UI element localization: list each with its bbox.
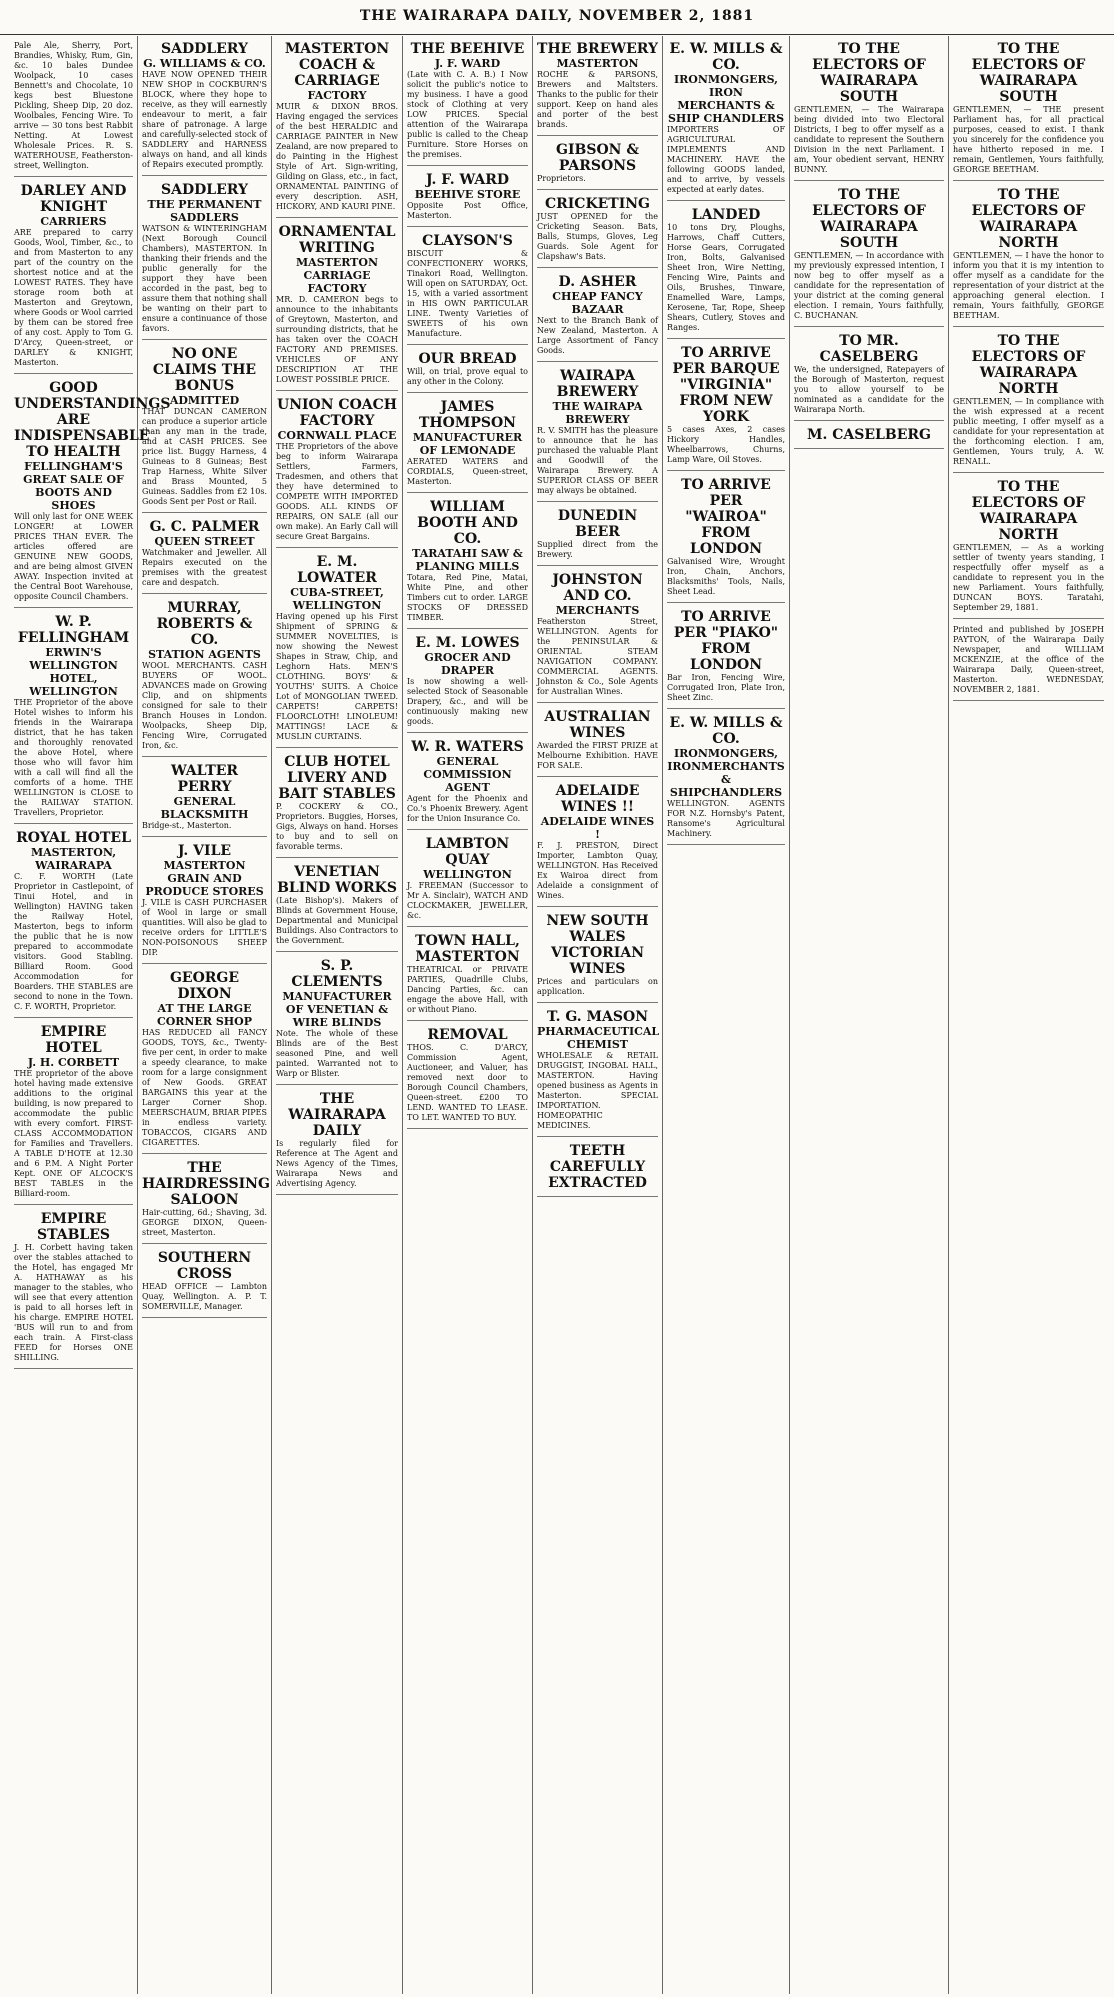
- advertisement: [276, 38, 398, 218]
- ad-body: Having opened up his First Shipment of SPRING & SUMMER NOVELTIES, is now showing the Newest Shapes in Straw, Chip, and Leghorn Hats. MEN'S CLOTHING. BOYS' & YOUTHS' SUITS. A Choice Lot of MONGOLIAN TWEED. CARPETS! CARPETS! FLOORCLOTH! LINOLEUM! MATTINGS! LACE & MUSLIN CURTAINS.: [276, 612, 398, 741]
- ad-subheading: TARATAHI SAW & PLANING MILLS: [412, 547, 523, 573]
- advertisement: [14, 377, 171, 608]
- ad-body: WHOLESALE & RETAIL DRUGGIST, INGOBAL HALL, MASTERTON. Having opened business as Agents in Masterton. SPECIAL IMPORTATION. HOMEOPATHIC MEDICINES.: [537, 1051, 658, 1130]
- advertisement: [537, 1006, 658, 1137]
- advertisement: [276, 551, 398, 748]
- advertisement: [142, 516, 267, 594]
- ad-body: THEATRICAL or PRIVATE PARTIES, Quadrille Clubs, Dancing Parties, &c. can engage the above Hall, with or without Piano.: [407, 965, 528, 1014]
- ad-heading: TO THE ELECTORS OF WAIRARAPA NORTH: [971, 187, 1086, 251]
- ad-heading: EMPIRE STABLES: [36, 1211, 111, 1243]
- ad-body: Opposite Post Office, Masterton.: [407, 201, 528, 220]
- ad-body: R. V. SMITH has the pleasure to announce that he has purchased the valuable Plant and Goodwill of the Wairarapa Brewery. A SUPERIOR CLASS OF BEER may always be obtained.: [537, 426, 658, 495]
- ad-subheading: J. H. CORBETT: [27, 1056, 120, 1069]
- ad-body: BISCUIT & CONFECTIONERY WORKS, Tinakori Road, Wellington. Will open on SATURDAY, Oct. 15, with a varied assortment in HIS OWN PARTICULAR LINE. Twenty Varieties of SWEETS of his own Manufacture.: [407, 249, 528, 338]
- ad-subheading: MASTERTON CARRIAGE FACTORY: [296, 256, 378, 295]
- ad-body: Pale Ale, Sherry, Port, Brandies, Whisky, Rum, Gin, &c. 10 bales Dundee Woolpack, 10 cases Bennett's and Chocolate, 10 kegs best Bluestone Pickling, Sheep Dip, 20 doz. Woolbales, Fencing Wire. To arrive — 30 tons best Rabbit Netting. At Lowest Wholesale Prices. R. S. WATERHOUSE, Featherston-street, Wellington.: [14, 41, 133, 170]
- advertisement: [537, 569, 658, 703]
- ad-heading: MURRAY, ROBERTS & CO.: [156, 600, 253, 648]
- ad-heading: VENETIAN BLIND WORKS: [277, 864, 397, 896]
- advertisement: [537, 139, 658, 190]
- advertisement: [14, 827, 133, 1018]
- ad-subheading: STATION AGENTS: [148, 648, 261, 661]
- ad-heading: TO THE ELECTORS OF WAIRARAPA SOUTH: [971, 41, 1086, 105]
- ad-body: ROCHE & PARSONS, Brewers and Maltsters. Thanks to the public for their support. Keep on hand ales and porter of the best brands.: [537, 70, 658, 129]
- ad-body: HAVE NOW OPENED THEIR NEW SHOP in COCKBURN'S BLOCK, where they hope to receive, as they will earnestly endeavour to merit, a fair share of patronage. A large and carefully-selected stock of SADDLERY and HARNESS always on hand, and all kinds of Repairs executed promptly.: [142, 70, 267, 169]
- advertisement: [407, 736, 528, 830]
- ad-body: Is regularly filed for Reference at The Agent and News Agency of the Times, Wairarapa News and Advertising Agency.: [276, 1139, 398, 1188]
- ad-body: Supplied direct from the Brewery.: [537, 540, 658, 559]
- ad-subheading: MERCHANTS: [555, 604, 640, 617]
- advertisement: [407, 632, 528, 733]
- ad-body: Hair-cutting, 6d.; Shaving, 3d. GEORGE DIXON, Queen-street, Masterton.: [142, 1208, 267, 1237]
- advertisement: [667, 474, 785, 603]
- ad-body: C. F. WORTH (Late Proprietor in Castlepoint, of Tinui Hotel, and in Wellington) HAVING taken the Railway Hotel, Masterton, begs to inform the public that he is now prepared to accommodate visitors. Good Stabling. Billiard Room. Good Accommodation for Boarders. THE STABLES are second to none in the Town. C. F. WORTH, Proprietor.: [14, 872, 133, 1011]
- ad-subheading: CUBA-STREET, WELLINGTON: [290, 586, 384, 612]
- advertisement: [667, 606, 785, 709]
- ad-heading: W. R. WATERS: [411, 739, 524, 755]
- advertisement: [953, 184, 1104, 327]
- ad-heading: CLAYSON'S: [422, 233, 513, 249]
- ad-body: ARE prepared to carry Goods, Wool, Timber, &c., to and from Masterton to any part of the country on the shortest notice and at the LOWEST RATES. They have storage room both at Masterton and Greytown, where Goods or Wool carried by them can be stored free of any cost. Apply to Tom G. D'Arcy, Queen-street, or DARLEY & KNIGHT, Masterton.: [14, 228, 133, 367]
- ad-body: Printed and published by JOSEPH PAYTON, of the Wairarapa Daily Newspaper, and WILLIAM MCKENZIE, at the office of the Wairarapa Daily, Queen-street, Masterton. WEDNESDAY, NOVEMBER 2, 1881.: [953, 625, 1104, 694]
- ad-body: GENTLEMEN, — In accordance with my previously expressed intention, I now beg to offer myself as a candidate for the representation of your district at the coming general election. I remain, Yours faithfully, C. BUCHANAN.: [794, 251, 944, 320]
- ad-heading: NO ONE CLAIMS THE BONUS: [152, 346, 257, 394]
- newspaper-column: [949, 36, 1108, 1994]
- ad-subheading: MASTERTON, WAIRARAPA: [30, 846, 117, 872]
- column-grid: [10, 36, 1108, 1994]
- ad-heading: GIBSON & PARSONS: [556, 142, 639, 174]
- advertisement: [537, 1140, 658, 1197]
- ad-heading: TO ARRIVE PER "WAIROA" FROM LONDON: [681, 477, 771, 557]
- ad-heading: TO THE ELECTORS OF WAIRARAPA SOUTH: [812, 41, 926, 105]
- advertisement: [407, 1024, 528, 1129]
- ad-heading: W. P. FELLINGHAM: [17, 614, 130, 646]
- advertisement: [142, 1247, 267, 1318]
- ad-heading: J. VILE: [177, 843, 232, 859]
- ad-heading: UNION COACH FACTORY: [277, 397, 397, 429]
- ad-subheading: FACTORY: [307, 89, 367, 102]
- advertisement: [142, 179, 267, 340]
- advertisement: [407, 230, 528, 345]
- ad-heading: ROYAL HOTEL: [16, 830, 131, 846]
- ad-body: (Late Bishop's). Makers of Blinds at Government House, Departmental and Municipal Buildings. Also Contractors to the Government.: [276, 896, 399, 945]
- advertisement: [14, 180, 133, 374]
- ad-heading: WALTER PERRY: [170, 763, 239, 795]
- ad-heading: ADELAIDE WINES !!: [555, 783, 640, 815]
- ad-heading: J. F. WARD: [425, 172, 510, 188]
- ad-heading: SOUTHERN CROSS: [157, 1250, 252, 1282]
- ad-heading: TO ARRIVE PER "PIAKO" FROM LONDON: [673, 609, 779, 673]
- newspaper-column: [272, 36, 403, 1994]
- ad-heading: JOHNSTON AND CO.: [552, 572, 643, 604]
- ad-body: F. J. PRESTON, Direct Importer, Lambton Quay, WELLINGTON. Has Received Ex Wairoa direct from Adelaide a consignment of Wines.: [537, 841, 658, 900]
- ad-heading: LANDED: [691, 207, 761, 223]
- advertisement: [794, 184, 944, 327]
- ad-subheading: J. F. WARD: [434, 57, 501, 70]
- ad-heading: CRICKETING: [544, 196, 651, 212]
- ad-subheading: IRONMONGERS, IRONMERCHANTS & SHIPCHANDLERS: [667, 747, 785, 799]
- ad-body: Will, on trial, prove equal to any other in the Colony.: [407, 367, 528, 386]
- advertisement: [667, 712, 785, 845]
- advertisement: [794, 424, 944, 449]
- advertisement: [407, 169, 528, 227]
- ad-body: IMPORTERS OF AGRICULTURAL IMPLEMENTS AND MACHINERY. HAVE the following GOODS landed, and to arrive, by vessels expected at early dates.: [667, 125, 785, 194]
- advertisement: [407, 348, 528, 393]
- ad-body: Is now showing a well-selected Stock of Seasonable Drapery, &c., and will be continuously making new goods.: [407, 677, 528, 726]
- ad-body: MUIR & DIXON BROS. Having engaged the services of the best HERALDIC and CARRIAGE PAINTER in New Zealand, are now prepared to do Painting in the Highest Style of Art. Sign-writing, Gilding on Glass, etc., in fact, ORNAMENTAL PAINTING of every description. ASH, HICKORY, AND KAURI PINE.: [276, 102, 398, 211]
- advertisement: [537, 38, 658, 136]
- advertisement: [537, 271, 658, 362]
- ad-subheading: FELLINGHAM'S GREAT SALE OF BOOTS AND SHOES: [23, 460, 124, 512]
- advertisement: [537, 505, 658, 566]
- ad-heading: E. W. MILLS & CO.: [669, 41, 783, 73]
- ad-heading: S. P. CLEMENTS: [291, 958, 383, 990]
- ad-body: AERATED WATERS and CORDIALS, Queen-street, Masterton.: [407, 457, 528, 486]
- advertisement: [537, 365, 658, 502]
- ad-heading: M. CASELBERG: [807, 427, 931, 443]
- ad-body: THAT DUNCAN CAMERON can produce a superior article than any man in the trade, and at CASH PRICES. See price list. Buggy Harness, 4 Guineas to 8 Guineas; Best Trap Harness, White Silver and Brass Mounted, 5 Guineas. Saddles from £2 10s. Goods Sent per Post or Rail.: [142, 407, 267, 506]
- ad-body: Agent for the Phoenix and Co.'s Phoenix Brewery. Agent for the Union Insurance Co.: [407, 794, 528, 823]
- ad-heading: TEETH CAREFULLY EXTRACTED: [548, 1143, 647, 1191]
- advertisement: [14, 611, 133, 824]
- ad-heading: E. W. MILLS & CO.: [669, 715, 783, 747]
- ad-body: Featherston Street, WELLINGTON. Agents for the PENINSULAR & ORIENTAL STEAM NAVIGATION COMPANY. COMMERCIAL AGENTS. Johnston & Co., Sole Agents for Australian Wines.: [537, 617, 658, 696]
- ad-subheading: AT THE LARGE CORNER SHOP: [156, 1002, 253, 1028]
- masthead-title: THE WAIRARAPA DAILY, NOVEMBER 2, 1881: [359, 8, 755, 24]
- ad-body: Prices and particulars on application.: [537, 977, 658, 996]
- advertisement: [142, 38, 267, 176]
- ad-body: J. VILE is CASH PURCHASER of Wool in large or small quantities. Will also be glad to receive orders for LITTLE'S NON-POISONOUS SHEEP DIP.: [142, 898, 267, 957]
- advertisement: [14, 38, 133, 177]
- ad-heading: G. C. PALMER: [149, 519, 260, 535]
- ad-heading: THE WAIRARAPA DAILY: [288, 1091, 386, 1139]
- ad-subheading: QUEEN STREET: [154, 535, 255, 548]
- advertisement: [142, 760, 267, 837]
- ad-body: JUST OPENED for the Cricketing Season. Bats, Balls, Stumps, Gloves, Leg Guards. Sole Agent for Clapshaw's Bats.: [537, 212, 658, 261]
- ad-body: GENTLEMEN, — The Wairarapa being divided into two Electoral Districts, I beg to offer myself as a candidate to represent the Southern Division in the next Parliament. I am, Your obedient servant, HENRY BUNNY.: [794, 105, 944, 174]
- ad-heading: LAMBTON QUAY: [425, 836, 510, 868]
- advertisement: [667, 38, 785, 201]
- ad-body: Bridge-st., Masterton.: [142, 821, 232, 830]
- ad-heading: THE HAIRDRESSING SALOON: [142, 1160, 270, 1208]
- ad-subheading: BEEHIVE STORE: [414, 188, 521, 201]
- ad-body: J. FREEMAN (Successor to Mr A. Sinclair), WATCH AND CLOCKMAKER, JEWELLER, &c.: [407, 881, 528, 920]
- newspaper-column: [10, 36, 171, 1994]
- advertisement: [537, 780, 658, 907]
- ad-body: GENTLEMEN, — I have the honor to inform you that it is my intention to offer myself as a candidate for the representation of your district at the approaching general election. I remain, Yours faithfully, GEORGE BEETHAM.: [953, 251, 1104, 320]
- ad-heading: ORNAMENTAL WRITING: [278, 224, 396, 256]
- ad-body: HAS REDUCED all FANCY GOODS, TOYS, &c., Twenty-five per cent, in order to make a speedy clearance, to make room for a large consignment of New Goods. GREAT BARGAINS this year at the Larger Corner Shop. MEERSCHAUM, BRIAR PIPES in endless variety. TOBACCOS, CIGARS AND CIGARETTES.: [142, 1028, 267, 1147]
- ad-body: P. COCKERY & CO., Proprietors. Buggies, Horses, Gigs, Always on hand. Horses to buy and to sell on favorable terms.: [276, 802, 398, 851]
- ad-body: Bar Iron, Fencing Wire, Corrugated Iron, Plate Iron, Sheet Zinc.: [667, 673, 785, 702]
- advertisement: [537, 706, 658, 777]
- ad-body: WATSON & WINTERINGHAM (Next Borough Council Chambers), MASTERTON. In thanking their friends and the public generally for the support they have been accorded in the past, beg to assure them that nothing shall be wanting on their part to ensure a continuance of those favors.: [142, 224, 267, 333]
- ad-body: J. H. Corbett having taken over the stables attached to the Hotel, has engaged Mr A. HATHAWAY as his manager to the stables, who will see that every attention is paid to all horses left in his charge. EMPIRE HOTEL 'BUS will run to and from each train. A First-class FEED for Horses ONE SHILLING.: [14, 1243, 133, 1362]
- ad-body: THOS. C. D'ARCY, Commission Agent, Auctioneer, and Valuer, has removed next door to Borough Council Chambers, Queen-street. £200 TO LEND. WANTED TO LEASE. TO LET. WANTED TO BUY.: [407, 1043, 528, 1122]
- ad-body: GENTLEMEN, — In compliance with the wish expressed at a recent public meeting, I offer myself as a candidate for your representation at the forthcoming election. I am, Gentlemen, Yours truly, A. W. RENALL.: [953, 397, 1104, 466]
- advertisement: [276, 955, 398, 1085]
- advertisement: [142, 967, 267, 1154]
- advertisement: [14, 1208, 133, 1369]
- advertisement: [276, 221, 398, 391]
- ad-heading: DUNEDIN BEER: [557, 508, 638, 540]
- ad-body: HEAD OFFICE — Lambton Quay, Wellington. A. P. T. SOMERVILLE, Manager.: [142, 1282, 267, 1311]
- ad-body: Totara, Red Pine, Matai, White Pine, and other Timbers cut to order. LARGE STOCKS OF DRESSED TIMBER.: [407, 573, 528, 622]
- ad-body: GENTLEMEN, — THE present Parliament has, for all practical purposes, ceased to exist. I thank you sincerely for the confidence you have hitherto reposed in me. I remain, Gentlemen, Yours faithfully, GEORGE BEETHAM.: [953, 105, 1104, 174]
- ad-heading: AUSTRALIAN WINES: [544, 709, 651, 741]
- advertisement: [407, 38, 528, 166]
- advertisement: [142, 1157, 270, 1244]
- ad-heading: D. ASHER: [558, 274, 637, 290]
- ad-heading: TO THE ELECTORS OF WAIRARAPA NORTH: [971, 479, 1086, 543]
- ad-body: 5 cases Axes, 2 cases Hickory Handles, Wheelbarrows, Churns, Lamp Ware, Oil Stoves.: [667, 425, 785, 464]
- ad-heading: SADDLERY: [161, 41, 248, 57]
- ad-body: WELLINGTON. AGENTS FOR N.Z. Hornsby's Patent, Ransome's Agricultural Machinery.: [667, 799, 785, 838]
- ad-body: Next to the Branch Bank of New Zealand, Masterton. A Large Assortment of Fancy Goods.: [537, 316, 658, 355]
- ad-heading: TO THE ELECTORS OF WAIRARAPA NORTH: [971, 333, 1086, 397]
- advertisement: [953, 330, 1104, 473]
- advertisement: [794, 38, 944, 181]
- ad-body: Awarded the FIRST PRIZE at Melbourne Exhibition. HAVE FOR SALE.: [537, 741, 658, 770]
- ad-body: MR. D. CAMERON begs to announce to the inhabitants of Greytown, Masterton, and surrounding districts, that he has taken over the COACH FACTORY AND PREMISES. VEHICLES OF ANY DESCRIPTION AT THE LOWEST POSSIBLE PRICE.: [276, 295, 398, 384]
- ad-heading: CLUB HOTEL LIVERY AND BAIT STABLES: [278, 754, 396, 802]
- ad-subheading: PHARMACEUTICAL CHEMIST: [537, 1025, 660, 1051]
- ad-heading: MASTERTON COACH & CARRIAGE: [284, 41, 390, 89]
- advertisement: [142, 343, 267, 513]
- advertisement: [14, 1021, 133, 1205]
- advertisement: [667, 204, 785, 339]
- masthead: [0, 0, 1114, 35]
- ad-heading: NEW SOUTH WALES VICTORIAN WINES: [546, 913, 649, 977]
- ad-subheading: GROCER AND DRAPER: [424, 651, 511, 677]
- ad-body: Will only last for ONE WEEK LONGER! at LOWER PRICES THAN EVER. The articles offered are GENUINE NEW GOODS, and are being almost GIVEN AWAY. Inspection invited at the Central Boot Warehouse, opposite Council Chambers.: [14, 512, 133, 601]
- ad-heading: DARLEY AND KNIGHT: [20, 183, 127, 215]
- newspaper-column: [138, 36, 272, 1994]
- advertisement: [407, 833, 528, 927]
- ad-heading: T. G. MASON: [546, 1009, 649, 1025]
- ad-heading: GEORGE DIXON: [169, 970, 240, 1002]
- newspaper-column: [533, 36, 663, 1994]
- newspaper-column: [663, 36, 790, 1994]
- ad-heading: THE BREWERY: [537, 41, 658, 57]
- ad-heading: TO ARRIVE PER BARQUE "VIRGINIA" FROM NEW YORK: [672, 345, 780, 425]
- advertisement: [276, 394, 398, 548]
- ad-heading: OUR BREAD: [418, 351, 517, 367]
- ad-heading: EMPIRE HOTEL: [40, 1024, 107, 1056]
- ad-heading: TO THE ELECTORS OF WAIRARAPA SOUTH: [812, 187, 926, 251]
- ad-body: Note. The whole of these Blinds are of the Best seasoned Pine, and well painted. Warranted not to Warp or Blister.: [276, 1029, 398, 1078]
- ad-body: WOOL MERCHANTS. CASH BUYERS OF WOOL. ADVANCES made on Growing Clip, and on shipments consigned for sale to their Branch Houses in London. Woolpacks, Sheep Dip, Fencing Wire, Corrugated Iron, &c.: [142, 661, 267, 750]
- newspaper-column: [403, 36, 533, 1994]
- ad-body: (Late with C. A. B.) I Now solicit the public's notice to my business. I have a good stock of Clothing at very LOW PRICES. Special attention of the Wairarapa public is called to the Cheap Furniture. Store Horses on the premises.: [407, 70, 528, 159]
- newspaper-column: [790, 36, 949, 1994]
- ad-heading: WILLIAM BOOTH AND CO.: [417, 499, 518, 547]
- ad-subheading: GENERAL BLACKSMITH: [160, 795, 249, 821]
- ad-heading: GOOD UNDERSTANDINGS ARE INDISPENSABLE TO HEALTH: [14, 380, 171, 460]
- ad-body: Galvanised Wire, Wrought Iron, Chain, Anchors, Blacksmiths' Tools, Nails, Sheet Lead.: [667, 557, 785, 596]
- ad-heading: JAMES THOMPSON: [419, 399, 516, 431]
- ad-body: 10 tons Dry, Ploughs, Harrows, Chaff Cutters, Horse Gears, Corrugated Iron, Bolts, Galvanised Sheet Iron, Wire Netting, Fencing Wire, Paints and Oils, Brushes, Tinware, Enamelled Ware, Lamps, Kerosene, Tar, Rope, Sheep Shears, Cutlery, Stoves and Ranges.: [667, 223, 785, 332]
- ad-subheading: THE WAIRAPA BREWERY: [552, 400, 643, 426]
- advertisement: [142, 597, 267, 757]
- ad-subheading: ADELAIDE WINES !: [540, 815, 655, 841]
- advertisement: [407, 930, 528, 1021]
- advertisement: [537, 910, 658, 1003]
- ad-heading: E. M. LOWATER: [297, 554, 377, 586]
- ad-subheading: MASTERTON: [556, 57, 639, 70]
- advertisement: [276, 751, 398, 858]
- ad-body: Proprietors.: [537, 174, 586, 183]
- advertisement: [953, 476, 1104, 619]
- ad-heading: REMOVAL: [427, 1027, 508, 1043]
- ad-heading: WAIRAPA BREWERY: [556, 368, 639, 400]
- advertisement: [667, 342, 785, 471]
- ad-subheading: ERWIN'S WELLINGTON HOTEL, WELLINGTON: [29, 646, 118, 698]
- advertisement: [407, 496, 528, 629]
- ad-subheading: THE PERMANENT SADDLERS: [147, 198, 262, 224]
- advertisement: [407, 396, 528, 493]
- ad-subheading: CARRIERS: [40, 215, 107, 228]
- ad-subheading: MANUFACTURER OF LEMONADE: [412, 431, 523, 457]
- advertisement: [276, 861, 398, 952]
- ad-body: We, the undersigned, Ratepayers of the Borough of Masterton, request you to allow yourself to be nominated as a candidate for the Wairarapa North.: [794, 365, 944, 414]
- ad-subheading: IRONMONGERS, IRON MERCHANTS & SHIP CHANDLERS: [667, 73, 785, 125]
- advertisement: [953, 38, 1104, 181]
- advertisement: [537, 193, 658, 268]
- ad-heading: TO MR. CASELBERG: [819, 333, 919, 365]
- ad-subheading: WELLINGTON: [423, 868, 512, 881]
- ad-body: GENTLEMEN, — As a working settler of twenty years standing, I respectfully offer myself as a candidate to represent you in the new Parliament. Yours faithfully, DUNCAN BOYS. Taratahi, September 29, 1881.: [953, 543, 1104, 612]
- advertisement: [794, 330, 944, 421]
- ad-subheading: GENERAL COMMISSION AGENT: [423, 755, 512, 794]
- ad-body: THE Proprietor of the above Hotel wishes to inform his friends in the Wairarapa district, that he has taken and thoroughly renovated the above Hotel, where those who will favor him with a call will find all the comforts of a home. THE WELLINGTON is CLOSE to the RAILWAY STATION. Travellers, Proprietor.: [14, 698, 133, 817]
- ad-subheading: ADMITTED: [169, 394, 240, 407]
- ad-body: Watchmaker and Jeweller. All Repairs executed on the premises with the greatest care and despatch.: [142, 548, 267, 587]
- advertisement: [276, 1088, 398, 1195]
- advertisement: [953, 622, 1104, 701]
- ad-heading: TOWN HALL, MASTERTON: [415, 933, 520, 965]
- ad-subheading: CHEAP FANCY BAZAAR: [552, 290, 643, 316]
- ad-subheading: G. WILLIAMS & CO.: [143, 57, 266, 70]
- ad-body: THE proprietor of the above hotel having made extensive additions to the original building, is now prepared to accommodate the public with every comfort. FIRST-CLASS ACCOMMODATION for Families and Travellers. A TABLE D'HOTE at 12.30 and 6 P.M. A Night Porter Kept. ONE OF ALCOCK'S BEST TABLES in the Billiard-room.: [14, 1069, 133, 1198]
- ad-heading: SADDLERY: [161, 182, 248, 198]
- advertisement: [142, 840, 267, 964]
- ad-body: THE Proprietors of the above beg to inform Wairarapa Settlers, Farmers, Tradesmen, and others that they have determined to COMPETE WITH IMPORTED GOODS. ALL KINDS OF REPAIRS, ON SALE (all our own make). An Early Call will secure Great Bargains.: [276, 442, 398, 541]
- ad-heading: E. M. LOWES: [415, 635, 520, 651]
- ad-heading: THE BEEHIVE: [410, 41, 525, 57]
- ad-subheading: MANUFACTURER OF VENETIAN & WIRE BLINDS: [282, 990, 392, 1029]
- ad-subheading: MASTERTON GRAIN AND PRODUCE STORES: [145, 859, 264, 898]
- ad-subheading: CORNWALL PLACE: [277, 429, 397, 442]
